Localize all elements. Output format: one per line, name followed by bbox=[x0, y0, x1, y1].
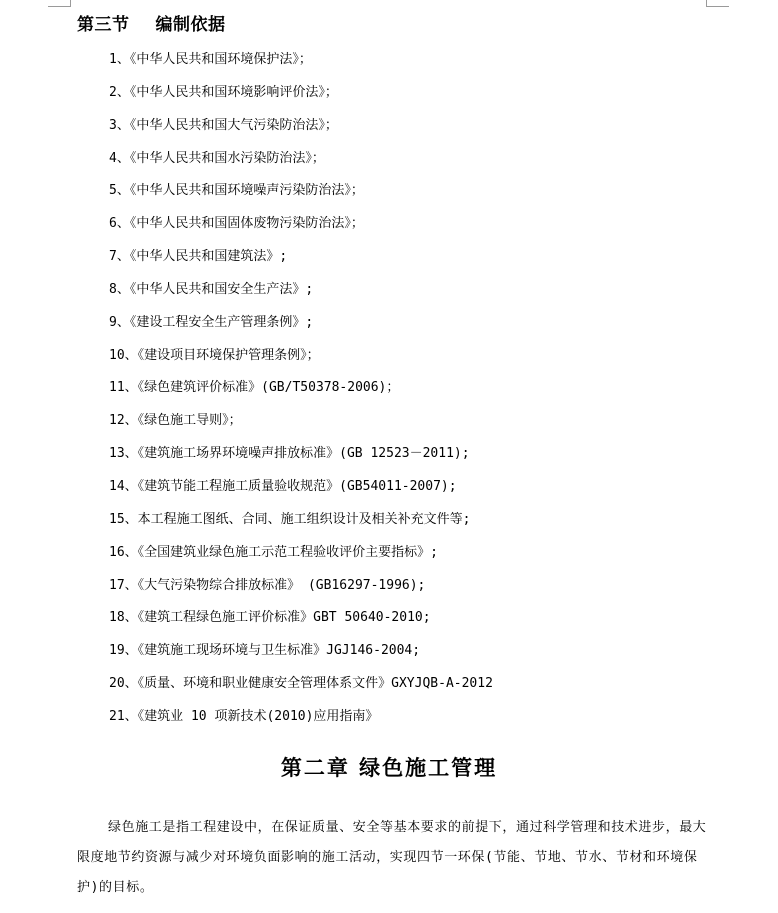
list-item: 12、《绿色施工导则》； bbox=[109, 413, 242, 429]
list-item: 21、《建筑业 10 项新技术(2010)应用指南》 bbox=[109, 708, 379, 724]
section-heading bbox=[77, 10, 226, 35]
list-item: 13、《建筑施工场界环境噪声排放标准》(GB 12523－2011); bbox=[109, 446, 470, 462]
list-item: 8、《中华人民共和国安全生产法》; bbox=[109, 281, 314, 297]
list-item: 20、《质量、环境和职业健康安全管理体系文件》GXYJQB-A-2012 bbox=[109, 676, 493, 692]
basis-list bbox=[109, 48, 493, 738]
list-item: 14、《建筑节能工程施工质量验收规范》(GB54011-2007); bbox=[109, 478, 457, 494]
list-item: 5、《中华人民共和国环境噪声污染防治法》； bbox=[109, 183, 364, 199]
list-item: 18、《建筑工程绿色施工评价标准》GBT 50640-2010; bbox=[109, 610, 431, 626]
list-item: 17、《大气污染物综合排放标准》 (GB16297-1996); bbox=[109, 577, 426, 593]
list-item: 19、《建筑施工现场环境与卫生标准》JGJ146-2004; bbox=[109, 643, 421, 659]
list-item: 16、《全国建筑业绿色施工示范工程验收评价主要指标》; bbox=[109, 544, 438, 560]
section-number: 第三节 bbox=[77, 15, 130, 35]
intro-paragraph: 绿色施工是指工程建设中，在保证质量、安全等基本要求的前提下，通过科学管理和技术进步，最大限度地节约资源与减少对环境负面影响的施工活动，实现四节一环保(节能、节地、节水、节材和环境保护)的目标。 bbox=[77, 820, 707, 895]
section-title: 编制依据 bbox=[155, 15, 226, 35]
list-item: 10、《建设项目环境保护管理条例》； bbox=[109, 347, 320, 363]
list-item: 6、《中华人民共和国固体废物污染防治法》； bbox=[109, 216, 364, 232]
chapter-title: 第二章 绿色施工管理 bbox=[280, 755, 498, 780]
list-item: 2、《中华人民共和国环境影响评价法》； bbox=[109, 84, 338, 100]
list-item: 4、《中华人民共和国水污染防治法》； bbox=[109, 150, 325, 166]
list-item: 7、《中华人民共和国建筑法》; bbox=[109, 249, 288, 265]
corner-crop-mark-left bbox=[48, 0, 71, 7]
list-item: 15、本工程施工图纸、合同、施工组织设计及相关补充文件等; bbox=[109, 511, 471, 527]
list-item: 9、《建设工程安全生产管理条例》; bbox=[109, 314, 314, 330]
list-item: 3、《中华人民共和国大气污染防治法》； bbox=[109, 117, 338, 133]
list-item: 11、《绿色建筑评价标准》(GB/T50378-2006)； bbox=[109, 380, 400, 396]
list-item: 1、《中华人民共和国环境保护法》； bbox=[109, 52, 312, 67]
corner-crop-mark-right bbox=[706, 0, 729, 7]
